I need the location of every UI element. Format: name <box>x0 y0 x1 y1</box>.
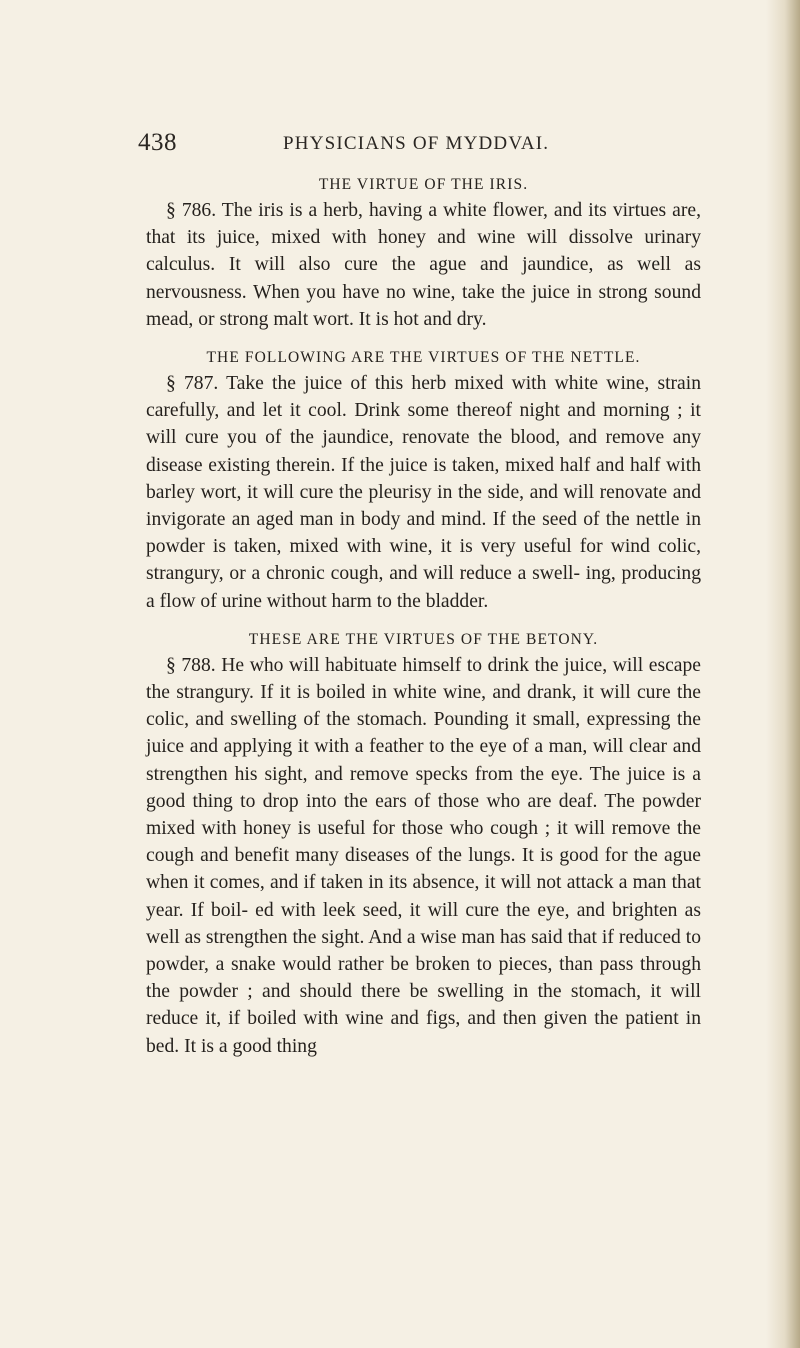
running-head: PHYSICIANS OF MYDDVAI. <box>283 133 550 154</box>
page-header <box>138 129 698 169</box>
section-gap <box>146 615 701 625</box>
page-edge-shadow <box>766 0 800 1348</box>
section-title-nettle: THE FOLLOWING ARE THE VIRTUES OF THE NETTLE. <box>206 349 641 367</box>
text-block <box>146 170 701 1060</box>
section-title-iris: THE VIRTUE OF THE IRIS. <box>318 176 529 193</box>
paragraph-786: § 786. The iris is a herb, having a white flower, and its virtues are, that its juice, mixed with honey and wine will dissolve urinary calculus. It will also cure the ague and jaundice, as well as nervousness. When you have no wine, take the juice in strong sound mead, or strong malt wort. It is hot and dry. <box>146 200 701 330</box>
paragraph-787: § 787. Take the juice of this herb mixed with white wine, strain carefully, and let it cool. Drink some thereof night and morning ; it will cure you of the jaundice, renovate the blood, and remove any disease existing therein. If the juice is taken, mixed half and half with barley wort, it will cure the pleurisy in the side, and will renovate and invigorate an aged man in body and mind. If the seed of the nettle in powder is taken, mixed with wine, it is very useful for wind colic, strangury, or a chronic cough, and will reduce a swell- ing, producing a flow of urine without harm to the bladder. <box>146 373 701 612</box>
paragraph-788: § 788. He who will habituate himself to drink the juice, will escape the strangury. If it is boiled in white wine, and drank, it will cure the colic, and swelling of the stomach. Pounding it small, expressing the juice and applying it with a feather to the eye of a man, will clear and strengthen his sight, and remove specks from the eye. The juice is a good thing to drop into the ears of those who are deaf. The powder mixed with honey is useful for those who cough ; it will remove the cough and benefit many diseases of the lungs. It is good for the ague when it comes, and if taken in its absence, it will not attack a man that year. If boil- ed with leek seed, it will cure the eye, and brighten as well as strengthen the sight. And a wise man has said that if reduced to powder, a snake would rather be broken to pieces, than pass through the powder ; and should there be swelling in the stomach, it will reduce it, if boiled with wine and figs, and then given the patient in bed. It is a good thing <box>146 654 701 1057</box>
page-number: 438 <box>138 129 177 156</box>
section-gap <box>146 333 701 343</box>
section-title-betony: THESE ARE THE VIRTUES OF THE BETONY. <box>248 630 599 648</box>
